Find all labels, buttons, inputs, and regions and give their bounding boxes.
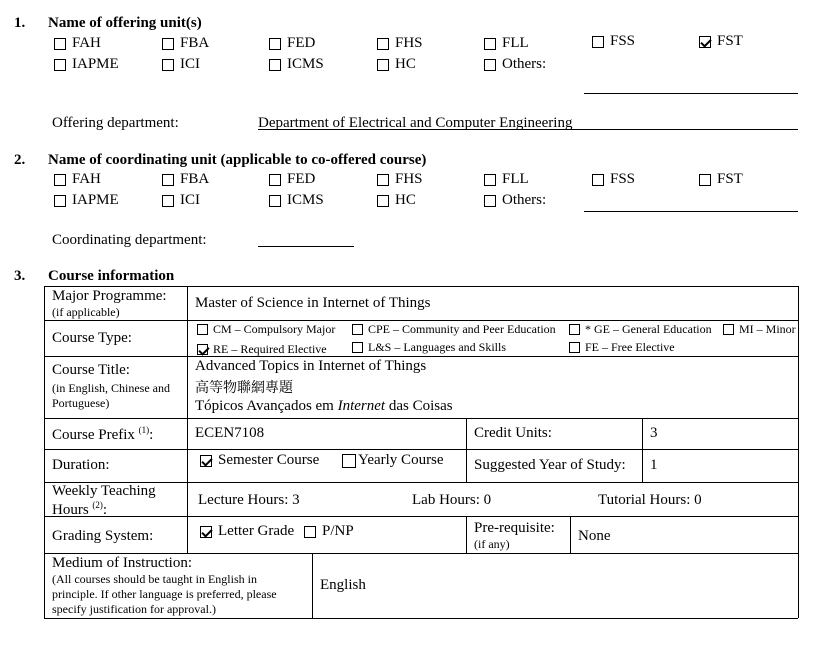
section-2-number: 2.	[14, 152, 26, 168]
checkbox-checked-icon	[699, 36, 711, 48]
checkbox-icon	[197, 324, 208, 335]
course-type-mi[interactable]: MI – Minor	[723, 322, 796, 337]
unit-checkbox-others[interactable]: Others:	[484, 56, 546, 73]
coordinating-department-label: Coordinating department:	[52, 232, 207, 248]
unit-checkbox-fll[interactable]: FLL	[484, 35, 529, 52]
course-title-portuguese[interactable]: Tópicos Avançados em Internet das Coisas	[195, 398, 453, 414]
checkbox-icon	[484, 174, 496, 186]
medium-note-line2: principle. If other language is preferred, please	[52, 587, 277, 601]
section-2-title: Name of coordinating unit (applicable to co-offered course)	[48, 152, 427, 168]
checkbox-icon	[377, 38, 389, 50]
grading-pnp-checkbox[interactable]: P/NP	[304, 523, 354, 540]
course-type-fe[interactable]: FE – Free Elective	[569, 340, 675, 355]
coord-others-input-line[interactable]	[584, 211, 798, 212]
checkbox-icon	[54, 59, 66, 71]
checkbox-icon	[304, 526, 316, 538]
checkbox-icon	[592, 174, 604, 186]
checkbox-icon	[54, 38, 66, 50]
checkbox-icon	[569, 342, 580, 353]
lecture-hours[interactable]: Lecture Hours: 3	[198, 492, 300, 508]
section-1-number: 1.	[14, 15, 26, 31]
unit-checkbox-ici[interactable]: ICI	[162, 56, 200, 73]
unit-checkbox-fhs[interactable]: FHS	[377, 35, 423, 52]
tutorial-hours[interactable]: Tutorial Hours: 0	[598, 492, 702, 508]
coord-checkbox-fss[interactable]: FSS	[592, 171, 635, 188]
medium-note-line3: specify justification for approval.)	[52, 602, 216, 616]
course-prefix-value[interactable]: ECEN7108	[195, 425, 265, 441]
checkbox-icon	[54, 195, 66, 207]
checkbox-icon	[484, 195, 496, 207]
grading-system-label: Grading System:	[52, 528, 154, 544]
checkbox-icon	[723, 324, 734, 335]
unit-checkbox-fss[interactable]: FSS	[592, 33, 635, 50]
checkbox-icon	[484, 59, 496, 71]
coord-checkbox-others[interactable]: Others:	[484, 192, 546, 209]
section-1-title: Name of offering unit(s)	[48, 15, 202, 31]
duration-semester-checkbox[interactable]: Semester Course	[200, 452, 319, 469]
credit-units-value[interactable]: 3	[650, 425, 658, 441]
checkbox-checked-icon	[200, 455, 212, 467]
coord-checkbox-fed[interactable]: FED	[269, 171, 315, 188]
checkbox-checked-icon	[197, 344, 208, 355]
suggested-year-label: Suggested Year of Study:	[474, 457, 626, 473]
checkbox-icon	[162, 174, 174, 186]
checkbox-icon	[162, 59, 174, 71]
lab-hours[interactable]: Lab Hours: 0	[412, 492, 492, 508]
duration-label: Duration:	[52, 457, 110, 473]
unit-checkbox-hc[interactable]: HC	[377, 56, 416, 73]
coord-checkbox-fba[interactable]: FBA	[162, 171, 209, 188]
course-type-re[interactable]: RE – Required Elective	[197, 342, 327, 357]
coord-checkbox-iapme[interactable]: IAPME	[54, 192, 119, 209]
unit-checkbox-icms[interactable]: ICMS	[269, 56, 324, 73]
checkbox-checked-icon	[200, 526, 212, 538]
checkbox-icon	[269, 195, 281, 207]
coord-checkbox-fll[interactable]: FLL	[484, 171, 529, 188]
checkbox-icon	[162, 38, 174, 50]
section-3-number: 3.	[14, 268, 26, 284]
course-title-note: (in English, Chinese and Portuguese)	[52, 381, 170, 410]
section-3-title: Course information	[48, 268, 175, 284]
checkbox-icon	[352, 324, 363, 335]
course-title-english[interactable]: Advanced Topics in Internet of Things	[195, 358, 427, 374]
course-type-ge[interactable]: * GE – General Education	[569, 322, 712, 337]
checkbox-icon	[162, 195, 174, 207]
weekly-teaching-label-line1: Weekly Teaching	[52, 483, 156, 499]
major-programme-label: Major Programme:	[52, 288, 167, 304]
coord-checkbox-hc[interactable]: HC	[377, 192, 416, 209]
course-type-label: Course Type:	[52, 330, 132, 346]
course-type-cpe[interactable]: CPE – Community and Peer Education	[352, 322, 556, 337]
major-programme-value[interactable]: Master of Science in Internet of Things	[195, 295, 431, 311]
others-input-line[interactable]	[584, 93, 798, 94]
credit-units-label: Credit Units:	[474, 425, 552, 441]
offering-department-underline	[258, 129, 798, 130]
course-title-chinese[interactable]: 高等物聯網專題	[195, 380, 293, 396]
offering-department-value[interactable]: Department of Electrical and Computer Engineering	[258, 115, 573, 131]
coord-checkbox-fhs[interactable]: FHS	[377, 171, 423, 188]
coordinating-department-input-line[interactable]	[258, 246, 354, 247]
medium-note-line1: (All courses should be taught in English in	[52, 572, 257, 586]
offering-department-label: Offering department:	[52, 115, 179, 131]
checkbox-icon	[352, 342, 363, 353]
medium-of-instruction-value[interactable]: English	[320, 577, 366, 593]
grading-letter-checkbox[interactable]: Letter Grade	[200, 523, 294, 540]
unit-checkbox-iapme[interactable]: IAPME	[54, 56, 119, 73]
prerequisite-label: Pre-requisite:	[474, 520, 555, 536]
unit-checkbox-fed[interactable]: FED	[269, 35, 315, 52]
coord-checkbox-fah[interactable]: FAH	[54, 171, 101, 188]
checkbox-icon	[377, 195, 389, 207]
checkbox-icon	[377, 174, 389, 186]
checkbox-icon	[269, 59, 281, 71]
suggested-year-value[interactable]: 1	[650, 457, 658, 473]
checkbox-icon	[699, 174, 711, 186]
checkbox-icon	[269, 38, 281, 50]
course-prefix-label: Course Prefix $^{(1)}$:	[52, 425, 154, 443]
checkbox-icon	[54, 174, 66, 186]
checkbox-icon	[484, 38, 496, 50]
coord-checkbox-fst[interactable]: FST	[699, 171, 743, 188]
course-title-label: Course Title:	[52, 362, 130, 378]
checkbox-icon	[342, 454, 356, 468]
unit-checkbox-fba[interactable]: FBA	[162, 35, 209, 52]
checkbox-icon	[377, 59, 389, 71]
major-programme-note: (if applicable)	[52, 305, 120, 319]
checkbox-icon	[569, 324, 580, 335]
prerequisite-value[interactable]: None	[578, 528, 611, 544]
checkbox-icon	[592, 36, 604, 48]
unit-checkbox-fah[interactable]: FAH	[54, 35, 101, 52]
course-type-cm[interactable]: CM – Compulsory Major	[197, 322, 335, 337]
duration-yearly-checkbox[interactable]: Yearly Course	[342, 452, 444, 469]
coord-checkbox-ici[interactable]: ICI	[162, 192, 200, 209]
prerequisite-note: (if any)	[474, 537, 510, 551]
coord-checkbox-icms[interactable]: ICMS	[269, 192, 324, 209]
medium-of-instruction-label: Medium of Instruction:	[52, 555, 192, 571]
weekly-teaching-label-line2: Hours $^{(2)}$:	[52, 500, 108, 518]
unit-checkbox-fst[interactable]: FST	[699, 33, 743, 50]
course-type-ls[interactable]: L&S – Languages and Skills	[352, 340, 506, 355]
checkbox-icon	[269, 174, 281, 186]
